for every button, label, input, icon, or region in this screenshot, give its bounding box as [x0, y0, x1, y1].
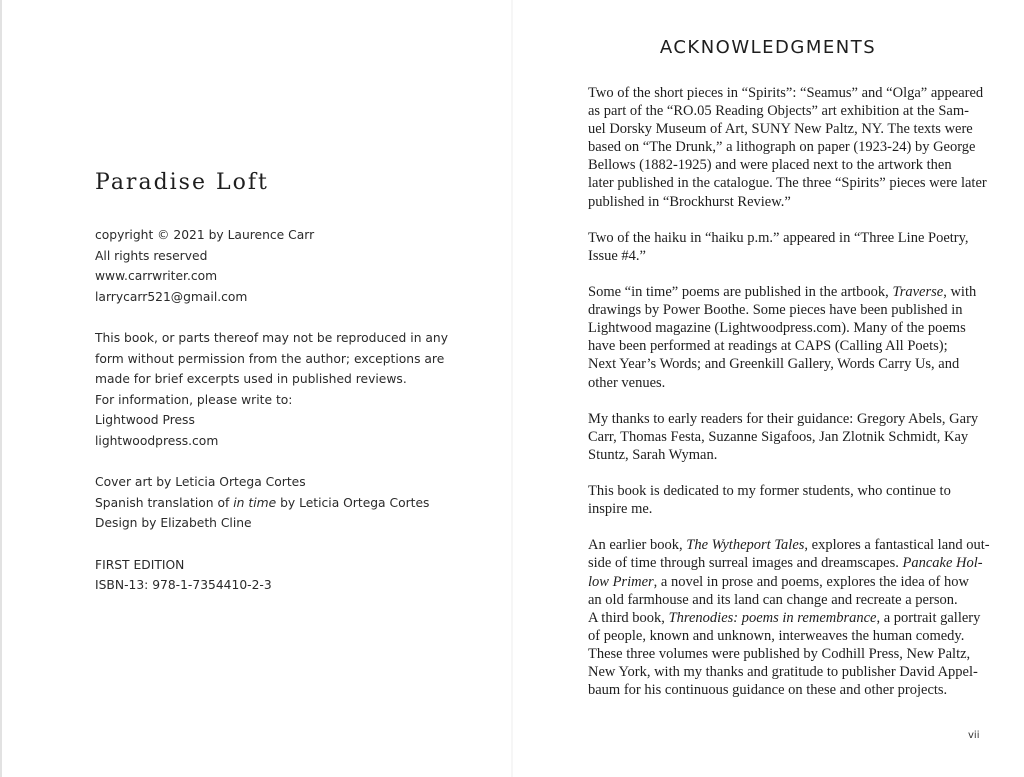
text-line: based on “The Drunk,” a lithograph on paper (1923-24) by George	[588, 139, 976, 156]
text-line	[588, 554, 983, 572]
rights-reserved-line: All rights reserved	[95, 248, 208, 263]
text-line: Bellows (1882-1925) and were placed next to the artwork then	[588, 157, 952, 174]
page-number: vii	[968, 730, 980, 741]
acknowledgments-heading: ACKNOWLEDGMENTS	[659, 37, 877, 58]
translation-prefix: Spanish translation of	[95, 495, 234, 510]
book-title-italic: Pancake Hol-	[902, 555, 983, 572]
rights-line: form without permission from the author; exceptions are	[95, 351, 445, 366]
text-line: later published in the catalogue. The three “Spirits” pieces were later	[588, 175, 987, 192]
colophon	[95, 225, 449, 596]
text-line: These three volumes were published by Codhill Press, New Paltz,	[588, 645, 971, 662]
book-title-italic: low Primer	[588, 573, 654, 590]
text-span: , explores a fantastical land out-	[804, 537, 990, 554]
edition-line: FIRST EDITION	[95, 557, 185, 572]
text-line: inspire me.	[588, 501, 653, 518]
text-line: baum for his continuous guidance on these and other projects.	[588, 682, 948, 699]
isbn-line: ISBN-13: 978-1-7354410-2-3	[95, 578, 272, 593]
text-line: This book is dedicated to my former students, who continue to	[588, 483, 951, 500]
text-line: Next Year’s Words; and Greenkill Gallery, Words Carry Us, and	[588, 356, 960, 373]
text-line: Issue #4.”	[588, 247, 646, 264]
website-line: www.carrwriter.com	[95, 269, 218, 284]
text-line	[588, 283, 977, 301]
book-title-italic: Threnodies: poems in remembrance	[668, 609, 877, 626]
text-line: of people, known and unknown, interweaves the human comedy.	[588, 627, 965, 644]
rights-line: made for brief excerpts used in published reviews.	[95, 372, 407, 387]
spacer	[95, 452, 425, 473]
text-line: drawings by Power Boothe. Some pieces have been published in	[588, 302, 963, 319]
text-line: My thanks to early readers for their guidance: Gregory Abels, Gary	[588, 410, 979, 427]
translation-suffix: by Leticia Ortega Cortes	[276, 495, 430, 510]
text-span: Some “in time” poems are published in the artbook,	[588, 284, 893, 301]
text-line: New York, with my thanks and gratitude to publisher David Appel-	[588, 664, 978, 680]
rights-line: For information, please write to:	[95, 392, 293, 407]
text-line: have been performed at readings at CAPS (Calling All Poets);	[588, 338, 948, 355]
text-line: as part of the “RO.05 Reading Objects” art exhibition at the Sam-	[588, 103, 969, 120]
paragraph-thanks	[588, 410, 979, 464]
text-span: , with	[943, 284, 977, 301]
copyright-line: copyright © 2021 by Laurence Carr	[95, 228, 315, 242]
credits-block	[95, 472, 430, 534]
text-line: published in “Brockhurst Review.”	[588, 193, 791, 210]
book-title-italic: The Wytheport Tales	[686, 537, 805, 554]
text-line: Stuntz, Sarah Wyman.	[588, 446, 718, 463]
text-span: , a portrait gallery	[876, 609, 981, 626]
text-span: A third book,	[588, 609, 669, 626]
edition-block	[95, 555, 425, 596]
copyright-block	[95, 225, 425, 307]
rights-line: This book, or parts thereof may not be reproduced in any	[95, 330, 449, 345]
paragraph-haiku	[588, 229, 968, 265]
paragraph-earlier-books	[588, 536, 990, 699]
design-credit: Design by Elizabeth Cline	[95, 516, 252, 531]
translation-title: in time	[233, 495, 277, 510]
text-line	[588, 536, 990, 554]
publisher-line: Lightwood Press	[95, 413, 195, 428]
text-line	[588, 573, 968, 591]
book-title-italic: Traverse	[892, 284, 944, 301]
book-title: Paradise Loft	[95, 170, 269, 195]
paragraph-in-time	[588, 283, 977, 392]
rights-block	[95, 328, 449, 452]
paragraph-dedication	[588, 482, 968, 518]
acknowledgments-body	[588, 84, 990, 699]
text-span: side of time through surreal images and dreamscapes.	[588, 555, 903, 572]
paragraph-spirits	[588, 84, 987, 211]
text-span: , a novel in prose and poems, explores the idea of how	[653, 573, 969, 590]
cover-credit: Cover art by Leticia Ortega Cortes	[95, 475, 306, 490]
text-line: Lightwood magazine (Lightwoodpress.com). Many of the poems	[588, 320, 966, 337]
text-span: An earlier book,	[588, 537, 687, 554]
text-line: Two of the haiku in “haiku p.m.” appeared in “Three Line Poetry,	[588, 229, 969, 246]
spacer	[95, 534, 425, 555]
text-line: Carr, Thomas Festa, Suzanne Sigafoos, Jan Zlotnik Schmidt, Kay	[588, 428, 969, 445]
text-line: Two of the short pieces in “Spirits”: “Seamus” and “Olga” appeared	[588, 85, 984, 101]
text-line: other venues.	[588, 374, 666, 391]
right-page	[512, 0, 1024, 777]
email-line: larrycarr521@gmail.com	[95, 289, 248, 304]
publisher-website-line: lightwoodpress.com	[95, 433, 219, 448]
translation-credit	[95, 493, 430, 514]
text-line: an old farmhouse and its land can change and recreate a person.	[588, 591, 958, 608]
text-line	[588, 609, 981, 627]
text-line: uel Dorsky Museum of Art, SUNY New Paltz, NY. The texts were	[588, 121, 973, 138]
spacer	[95, 307, 425, 328]
